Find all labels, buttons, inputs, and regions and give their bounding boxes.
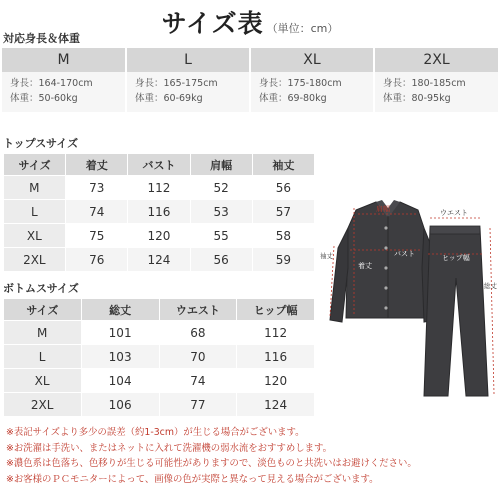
value-cell: 124 bbox=[237, 393, 315, 417]
pants-illustration bbox=[424, 226, 488, 396]
table-row bbox=[4, 345, 315, 369]
bottoms-size-label: ボトムスサイズ bbox=[3, 282, 79, 295]
value-cell: 57 bbox=[252, 200, 314, 224]
body-size-cell bbox=[2, 72, 126, 112]
value-cell: 77 bbox=[159, 393, 237, 417]
size-cell: L bbox=[4, 200, 66, 224]
size-cell: M bbox=[4, 321, 82, 345]
table-row bbox=[4, 200, 315, 224]
height-range: 身長：164-170cm bbox=[10, 78, 93, 89]
size-cell: M bbox=[4, 176, 66, 200]
body-size-cell bbox=[374, 72, 498, 112]
value-cell: 68 bbox=[159, 321, 237, 345]
value-cell: 74 bbox=[159, 369, 237, 393]
column-header: ヒップ幅 bbox=[237, 299, 315, 321]
body-size-cell bbox=[250, 72, 374, 112]
value-cell: 103 bbox=[81, 345, 159, 369]
value-cell: 56 bbox=[190, 248, 252, 272]
value-cell: 55 bbox=[190, 224, 252, 248]
size-cell: XL bbox=[4, 369, 82, 393]
table-row bbox=[4, 393, 315, 417]
table-row bbox=[4, 321, 315, 345]
value-cell: 124 bbox=[128, 248, 190, 272]
height-range: 身長：180-185cm bbox=[383, 78, 466, 89]
table-row bbox=[4, 176, 315, 200]
notes bbox=[6, 425, 498, 487]
total-length-label: 総丈 bbox=[484, 282, 497, 290]
value-cell: 112 bbox=[237, 321, 315, 345]
weight-range: 体重：69-80kg bbox=[259, 93, 327, 104]
value-cell: 73 bbox=[66, 176, 128, 200]
value-cell: 106 bbox=[81, 393, 159, 417]
size-header-l: L bbox=[126, 48, 250, 72]
value-cell: 116 bbox=[237, 345, 315, 369]
note-line: ※表記サイズより多少の誤差（約1-3cm）が生じる場合がございます。 bbox=[6, 427, 305, 438]
weight-range: 体重：80-95kg bbox=[383, 93, 451, 104]
note-line: ※濃色系は色落ち、色移りが生じる可能性がありますので、淡色ものと共洗いはお避けください。 bbox=[6, 458, 417, 469]
column-header: バスト bbox=[128, 154, 190, 176]
value-cell: 76 bbox=[66, 248, 128, 272]
table-row bbox=[4, 224, 315, 248]
size-header-2xl: 2XL bbox=[374, 48, 498, 72]
value-cell: 120 bbox=[128, 224, 190, 248]
value-cell: 56 bbox=[252, 176, 314, 200]
value-cell: 58 bbox=[252, 224, 314, 248]
shirt-illustration bbox=[330, 200, 436, 322]
value-cell: 112 bbox=[128, 176, 190, 200]
size-cell: 2XL bbox=[4, 248, 66, 272]
value-cell: 116 bbox=[128, 200, 190, 224]
height-range: 身長：165-175cm bbox=[135, 78, 218, 89]
table-row bbox=[4, 248, 315, 272]
size-header-m: M bbox=[2, 48, 126, 72]
value-cell: 74 bbox=[66, 200, 128, 224]
size-cell: L bbox=[4, 345, 82, 369]
column-header: サイズ bbox=[4, 299, 82, 321]
column-header: 総丈 bbox=[81, 299, 159, 321]
total-length-line bbox=[490, 228, 494, 394]
size-header-xl: XL bbox=[250, 48, 374, 72]
page-title: サイズ表 bbox=[161, 9, 264, 38]
column-header: 肩幅 bbox=[190, 154, 252, 176]
size-cell: 2XL bbox=[4, 393, 82, 417]
value-cell: 75 bbox=[66, 224, 128, 248]
size-cell: XL bbox=[4, 224, 66, 248]
value-cell: 52 bbox=[190, 176, 252, 200]
hip-label: ヒップ幅 bbox=[442, 254, 470, 262]
value-cell: 120 bbox=[237, 369, 315, 393]
value-cell: 53 bbox=[190, 200, 252, 224]
body-size-cell bbox=[126, 72, 250, 112]
value-cell: 101 bbox=[81, 321, 159, 345]
body-size-table bbox=[2, 48, 498, 112]
shoulder-label: 肩幅 bbox=[376, 205, 390, 213]
height-range: 身長：175-180cm bbox=[259, 78, 342, 89]
table-row bbox=[4, 369, 315, 393]
value-cell: 59 bbox=[252, 248, 314, 272]
body-size-label: 対応身長＆体重 bbox=[3, 32, 80, 45]
bust-label: バスト bbox=[394, 250, 415, 258]
value-cell: 70 bbox=[159, 345, 237, 369]
sleeve-label: 袖丈 bbox=[320, 252, 333, 260]
waist-label: ウエスト bbox=[440, 209, 468, 217]
tops-size-label: トップスサイズ bbox=[3, 137, 79, 150]
weight-range: 体重：50-60kg bbox=[10, 93, 78, 104]
pajama-illustration bbox=[318, 188, 500, 418]
unit-label: （単位：cm） bbox=[266, 22, 339, 35]
length-label: 着丈 bbox=[358, 262, 372, 270]
note-line: ※お客様のＰＣモニターによって、画像の色が実際と異なって見える場合がございます。 bbox=[6, 473, 379, 485]
value-cell: 104 bbox=[81, 369, 159, 393]
bottoms-size-table bbox=[3, 298, 315, 417]
column-header: 袖丈 bbox=[252, 154, 314, 176]
column-header: 着丈 bbox=[66, 154, 128, 176]
note-line: ※お洗濯は手洗い、またはネットに入れて洗濯機の弱水流をおすすめします。 bbox=[6, 442, 332, 454]
column-header: ウエスト bbox=[159, 299, 237, 321]
column-header: サイズ bbox=[4, 154, 66, 176]
weight-range: 体重：60-69kg bbox=[135, 93, 203, 104]
tops-size-table bbox=[3, 153, 315, 272]
